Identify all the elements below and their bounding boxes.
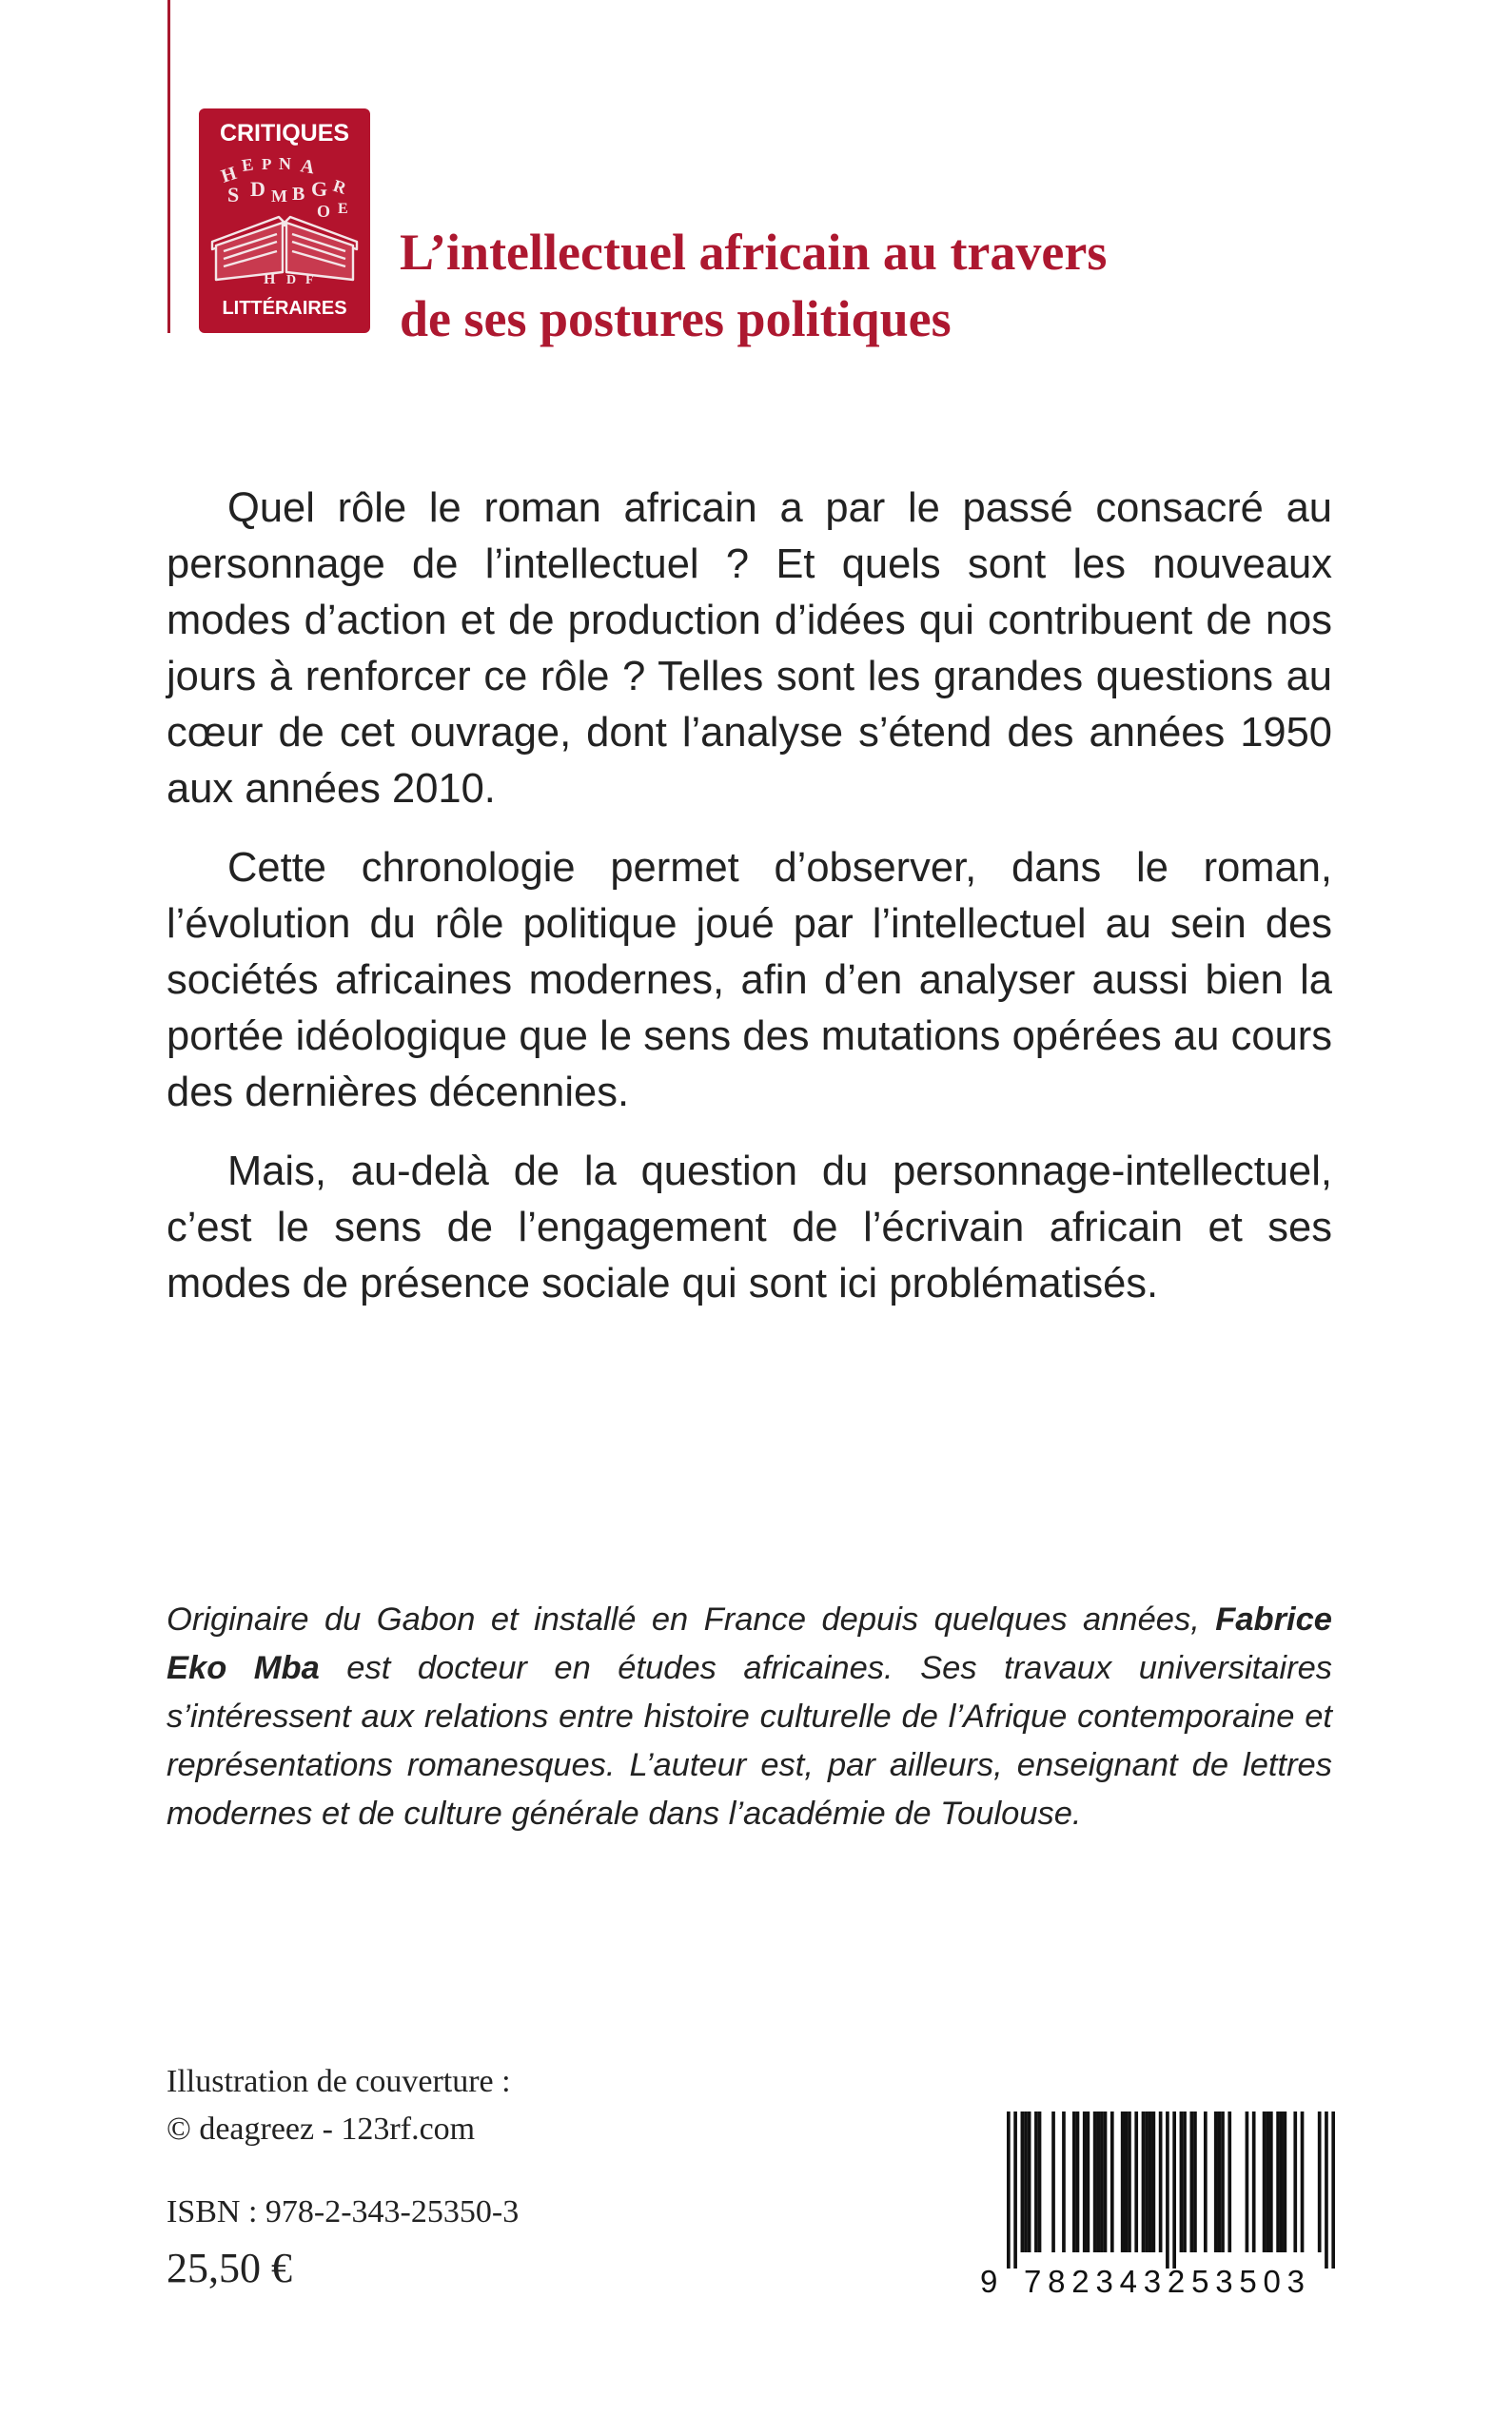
barcode-bar bbox=[1252, 2112, 1256, 2252]
svg-text:O: O bbox=[317, 202, 331, 221]
series-logo-bottom-label: LITTÉRAIRES bbox=[222, 298, 347, 319]
barcode-guard-bar bbox=[1331, 2112, 1335, 2269]
barcode-bar bbox=[1072, 2112, 1076, 2252]
barcode-bar bbox=[1100, 2112, 1104, 2252]
barcode-bar bbox=[1159, 2112, 1163, 2252]
svg-text:P: P bbox=[262, 155, 272, 173]
barcode-bar bbox=[1193, 2112, 1197, 2252]
svg-text:H: H bbox=[264, 271, 276, 287]
isbn: ISBN : 978-2-343-25350-3 bbox=[167, 2194, 520, 2229]
barcode-guard-bar bbox=[1007, 2112, 1011, 2269]
barcode-bar bbox=[1124, 2112, 1128, 2252]
author-bio-rest: est docteur en études africaines. Ses travaux universitaires s’intéressent aux relations entre histoire culturelle de l’Afrique contemporaine et représentations romanesques. L’auteur est, par ailleurs, enseignant de lettres modernes et de culture générale dans l’académie de Toulouse. bbox=[167, 1650, 1333, 1832]
svg-text:E: E bbox=[240, 154, 255, 175]
barcode-bar bbox=[1021, 2112, 1025, 2252]
barcode-bar bbox=[1134, 2112, 1138, 2252]
barcode-bar bbox=[1062, 2112, 1066, 2252]
barcode-bar bbox=[1218, 2112, 1222, 2252]
open-book-icon bbox=[206, 150, 363, 291]
series-logo-top-label: CRITIQUES bbox=[219, 120, 350, 147]
barcode-bar bbox=[1318, 2112, 1322, 2252]
barcode-bar bbox=[1266, 2112, 1269, 2252]
price: 25,50 € bbox=[167, 2245, 292, 2291]
barcode-bar bbox=[1221, 2112, 1225, 2252]
barcode bbox=[980, 2100, 1337, 2300]
barcode-bar bbox=[1183, 2112, 1187, 2252]
barcode-bar bbox=[1180, 2112, 1184, 2252]
svg-text:H: H bbox=[218, 163, 240, 187]
barcode-bar bbox=[1246, 2112, 1249, 2252]
barcode-bar bbox=[1076, 2112, 1080, 2252]
cover-illustration-credit bbox=[167, 2058, 511, 2153]
svg-text:F: F bbox=[305, 273, 314, 287]
barcode-bar bbox=[1087, 2112, 1090, 2252]
book-title bbox=[400, 219, 1446, 352]
barcode-bar bbox=[1024, 2112, 1028, 2252]
barcode-bar bbox=[1128, 2112, 1131, 2252]
barcode-bar bbox=[1204, 2112, 1208, 2252]
series-logo bbox=[199, 108, 370, 333]
barcode-bar bbox=[1152, 2112, 1156, 2252]
barcode-bar bbox=[1038, 2112, 1042, 2252]
svg-text:S: S bbox=[227, 183, 240, 206]
barcode-bar bbox=[1189, 2112, 1193, 2252]
barcode-bar bbox=[1028, 2112, 1031, 2252]
book-title-line-2: de ses postures politiques bbox=[400, 290, 952, 347]
credit-label: Illustration de couverture : bbox=[167, 2064, 511, 2099]
barcode-bar bbox=[1051, 2112, 1055, 2252]
barcode-bars bbox=[1007, 2112, 1335, 2269]
barcode-guard-bar bbox=[1172, 2112, 1176, 2269]
barcode-bar bbox=[1104, 2112, 1108, 2252]
barcode-bar bbox=[1263, 2112, 1267, 2252]
svg-text:D: D bbox=[286, 273, 297, 287]
barcode-first-digit: 9 bbox=[980, 2264, 998, 2299]
barcode-bar bbox=[1096, 2112, 1100, 2252]
svg-text:R: R bbox=[330, 175, 349, 198]
barcode-bar bbox=[1121, 2112, 1125, 2252]
svg-text:A: A bbox=[299, 155, 317, 179]
barcode-bar bbox=[1145, 2112, 1149, 2252]
svg-text:G: G bbox=[311, 177, 328, 201]
barcode-bar bbox=[1280, 2112, 1284, 2252]
back-cover-blurb bbox=[167, 481, 1332, 1335]
barcode-bar bbox=[1293, 2112, 1297, 2252]
barcode-bar bbox=[1276, 2112, 1280, 2252]
barcode-bar bbox=[1149, 2112, 1152, 2252]
author-name: Fabrice Eko Mba bbox=[167, 1601, 1332, 1686]
svg-text:N: N bbox=[279, 154, 291, 173]
barcode-bar bbox=[1269, 2112, 1273, 2252]
blurb-paragraph: Mais, au-delà de la question du personnage-intellectuel, c’est le sens de l’engagement de l’écrivain africain et ses modes de présence sociale qui sont ici problématisés. bbox=[167, 1149, 1332, 1306]
left-red-rule bbox=[167, 0, 170, 333]
barcode-bar bbox=[1093, 2112, 1097, 2252]
credit-value: © deagreez - 123rf.com bbox=[167, 2112, 476, 2147]
svg-text:M: M bbox=[271, 187, 287, 206]
barcode-bar bbox=[1142, 2112, 1146, 2252]
barcode-bar bbox=[1214, 2112, 1218, 2252]
barcode-bar bbox=[1034, 2112, 1038, 2252]
barcode-bar bbox=[1083, 2112, 1087, 2252]
barcode-digit-string: 782343253503 bbox=[1024, 2264, 1311, 2299]
barcode-bar bbox=[1301, 2112, 1305, 2252]
barcode-guard-bar bbox=[1166, 2112, 1169, 2269]
barcode-guard-bar bbox=[1013, 2112, 1017, 2269]
blurb-paragraph: Cette chronologie permet d’observer, dans le roman, l’évolution du rôle politique joué par l’intellectuel au sein des sociétés africaines modernes, afin d’en analyser aussi bien la portée idéologique que le sens des mutations opérées au cours des dernières décennies. bbox=[167, 845, 1332, 1115]
book-title-line-1: L’intellectuel africain au travers bbox=[400, 224, 1108, 281]
barcode-digits bbox=[980, 2262, 1337, 2302]
author-bio bbox=[167, 1596, 1332, 1838]
svg-text:E: E bbox=[338, 201, 348, 217]
barcode-bar bbox=[1227, 2112, 1231, 2252]
author-bio-intro: Originaire du Gabon et installé en France depuis quelques années, bbox=[167, 1601, 1216, 1638]
barcode-guard-bar bbox=[1325, 2112, 1328, 2269]
barcode-bar bbox=[1110, 2112, 1114, 2252]
svg-text:B: B bbox=[292, 184, 305, 205]
barcode-bar bbox=[1284, 2112, 1287, 2252]
svg-text:D: D bbox=[250, 177, 265, 201]
blurb-paragraph: Quel rôle le roman africain a par le passé consacré au personnage de l’intellectuel ? Et quels sont les nouveaux modes d’action et de production d’idées qui contribuent de nos jours à renforcer ce rôle ? Telles sont les grandes questions au cœur de cet ouvrage, dont l’analyse s’étend des années 1950 aux années 2010. bbox=[167, 485, 1332, 812]
